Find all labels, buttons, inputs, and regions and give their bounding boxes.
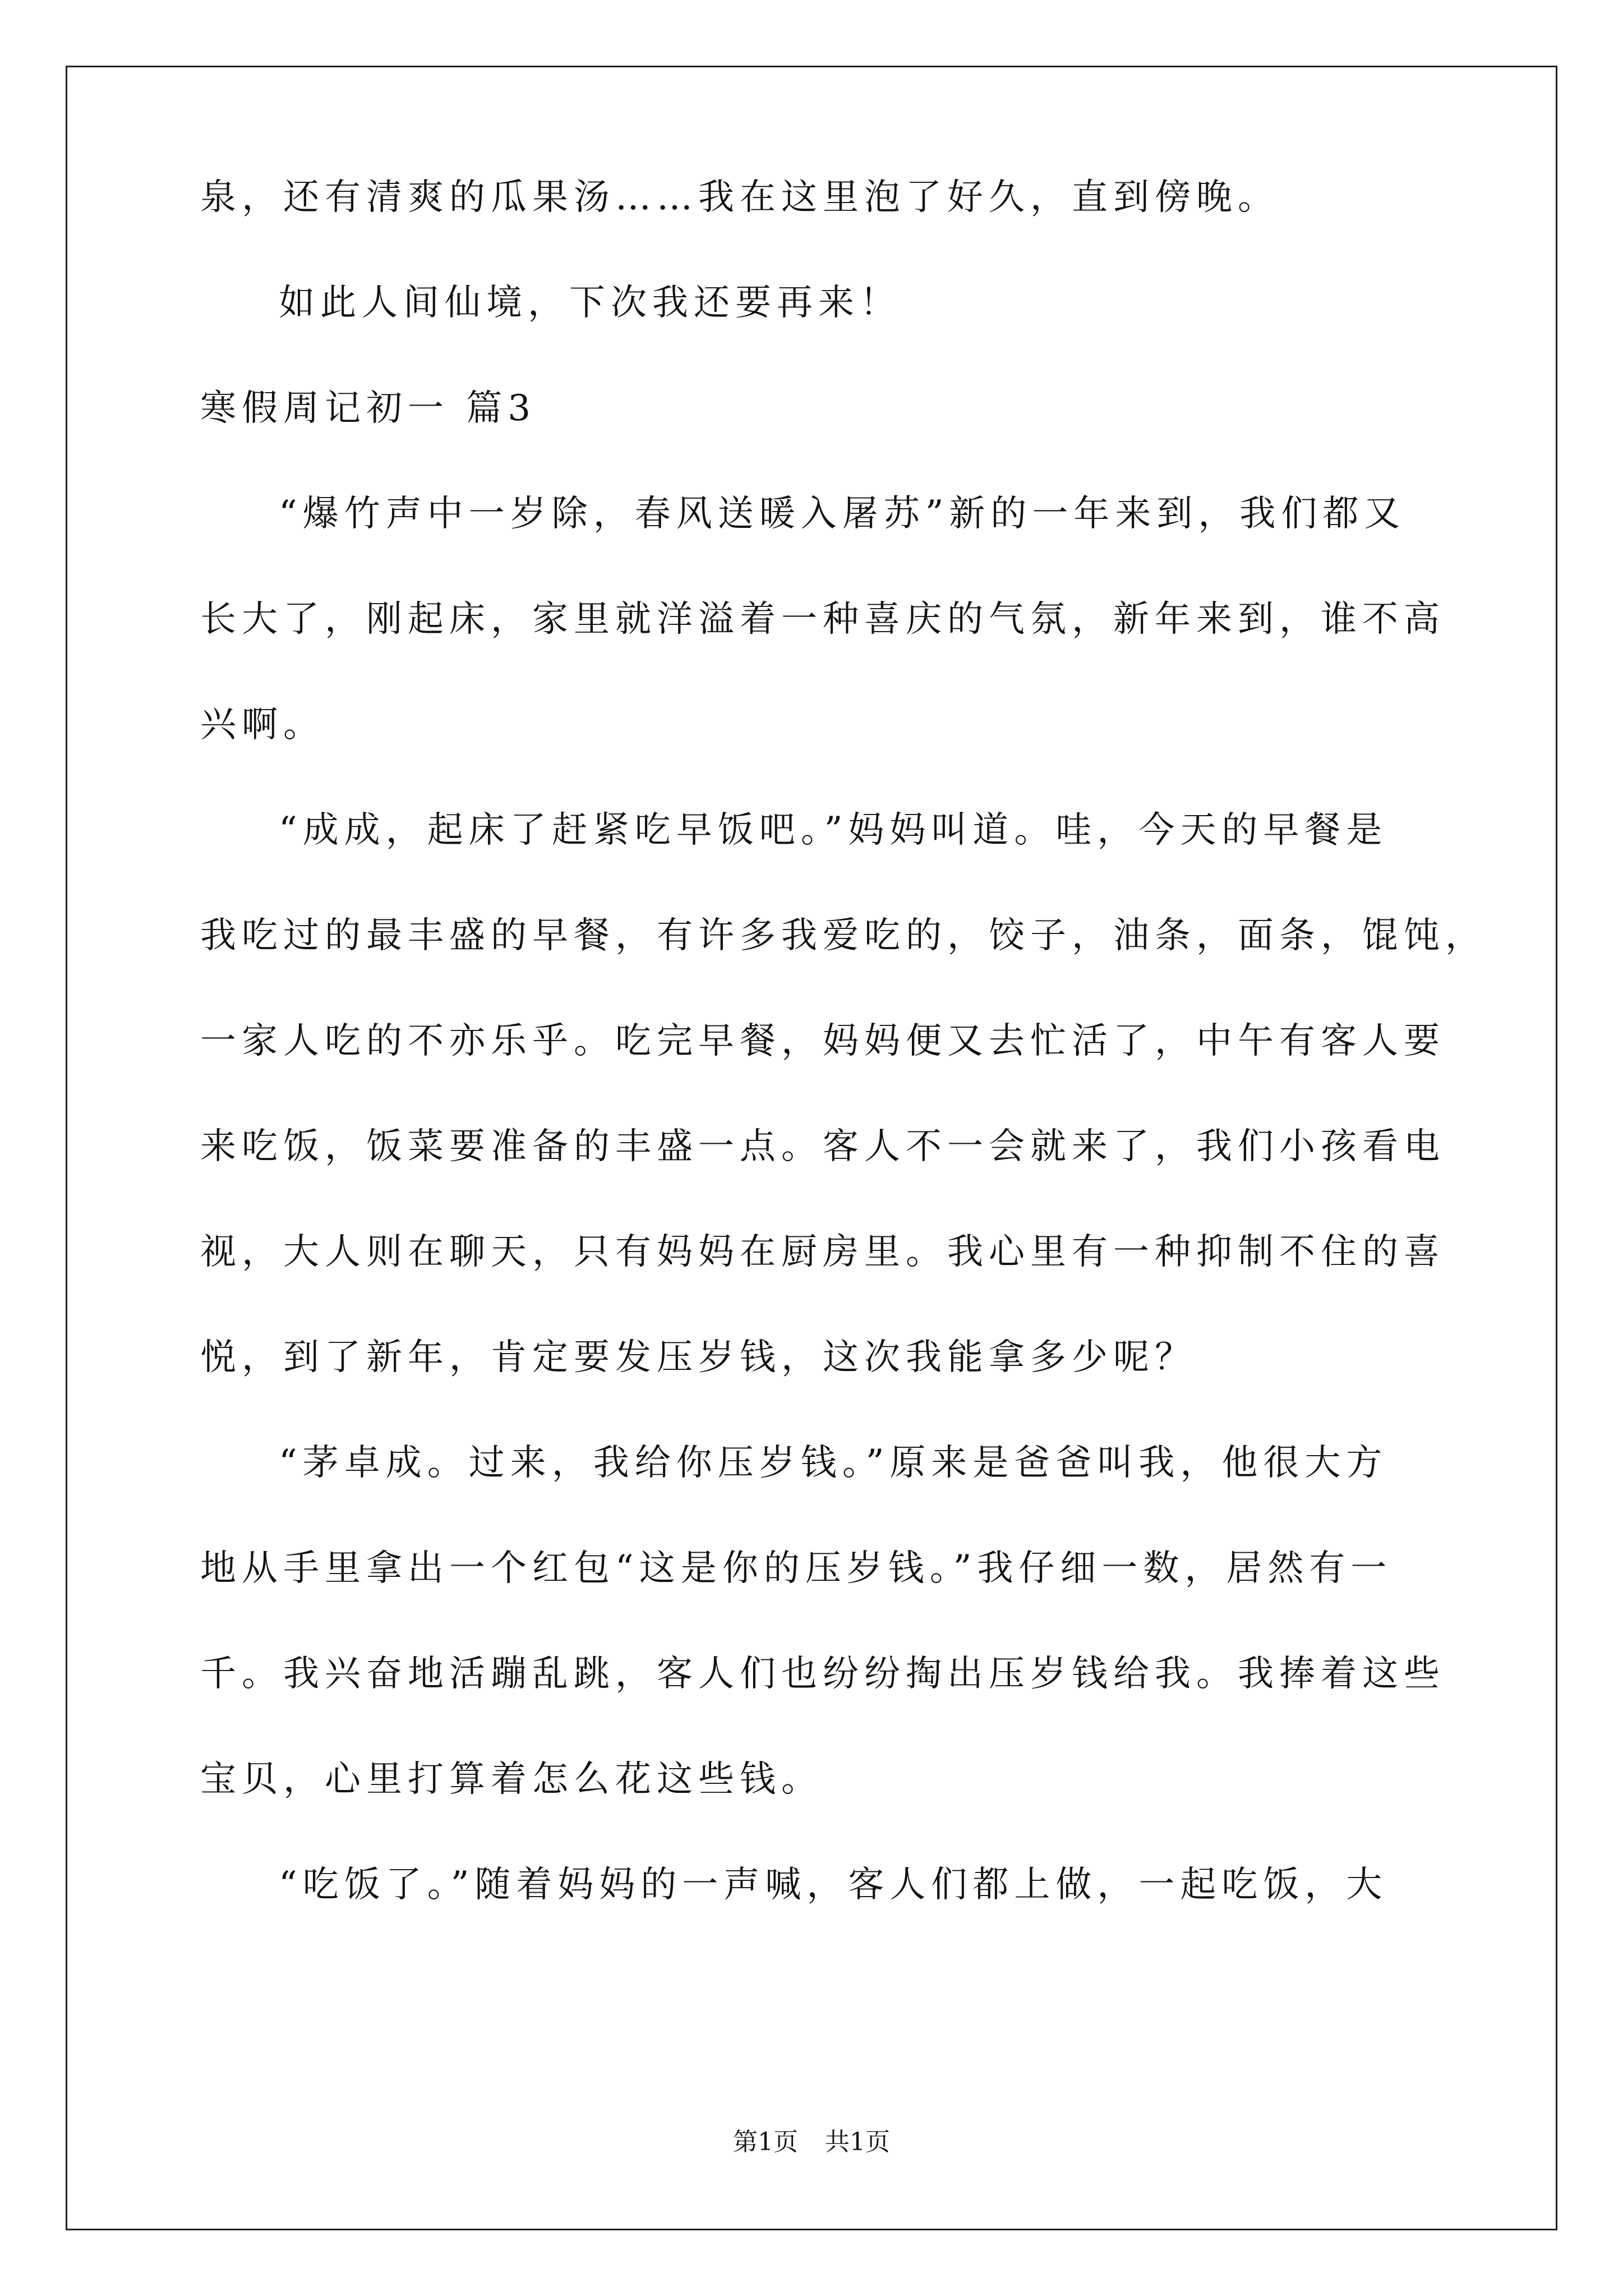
page-number-current: 第1页 [733, 2128, 798, 2156]
paragraph-line: 泉，还有清爽的瓜果汤……我在这里泡了好久，直到傍晚。 [200, 177, 1279, 218]
paragraph-line: 来吃饭，饭菜要准备的丰盛一点。客人不一会就来了，我们小孩看电 [200, 1126, 1445, 1167]
paragraph-line: “爆竹声中一岁除，春风送暖入屠苏”新的一年来到，我们都又 [279, 493, 1406, 535]
paragraph-line: “茅卓成。过来，我给你压岁钱。”原来是爸爸叫我，他很大方 [279, 1442, 1388, 1484]
paragraph-line: 我吃过的最丰盛的早餐，有许多我爱吃的，饺子，油条，面条，馄饨， [200, 915, 1487, 956]
section-heading: 寒假周记初一 篇3 [200, 388, 537, 429]
paragraph-line: 宝贝，心里打算着怎么花这些钱。 [200, 1759, 823, 1800]
paragraph-line: 悦，到了新年，肯定要发压岁钱，这次我能拿多少呢？ [200, 1337, 1196, 1378]
paragraph-line: “吃饭了。”随着妈妈的一声喊，客人们都上做，一起吃饭，大 [279, 1864, 1388, 1906]
page-footer [0, 2128, 1623, 2156]
paragraph-line: 兴啊。 [200, 704, 325, 746]
paragraph-line: 地从手里拿出一个红包“这是你的压岁钱。”我仔细一数，居然有一 [200, 1548, 1393, 1589]
paragraph-line: 一家人吃的不亦乐乎。吃完早餐，妈妈便又去忙活了，中午有客人要 [200, 1020, 1445, 1062]
page-number-total: 共1页 [825, 2128, 890, 2156]
paragraph-line: 长大了，刚起床，家里就洋溢着一种喜庆的气氛，新年来到，谁不高 [200, 599, 1445, 640]
paragraph-line: “成成，起床了赶紧吃早饭吧。”妈妈叫道。哇，今天的早餐是 [279, 809, 1388, 851]
paragraph-line: 千。我兴奋地活蹦乱跳，客人们也纷纷掏出压岁钱给我。我捧着这些 [200, 1653, 1445, 1695]
paragraph-line: 如此人间仙境，下次我还要再来！ [279, 282, 901, 324]
paragraph-line: 视，大人则在聊天，只有妈妈在厨房里。我心里有一种抑制不住的喜 [200, 1231, 1445, 1273]
document-body [200, 177, 1487, 1972]
